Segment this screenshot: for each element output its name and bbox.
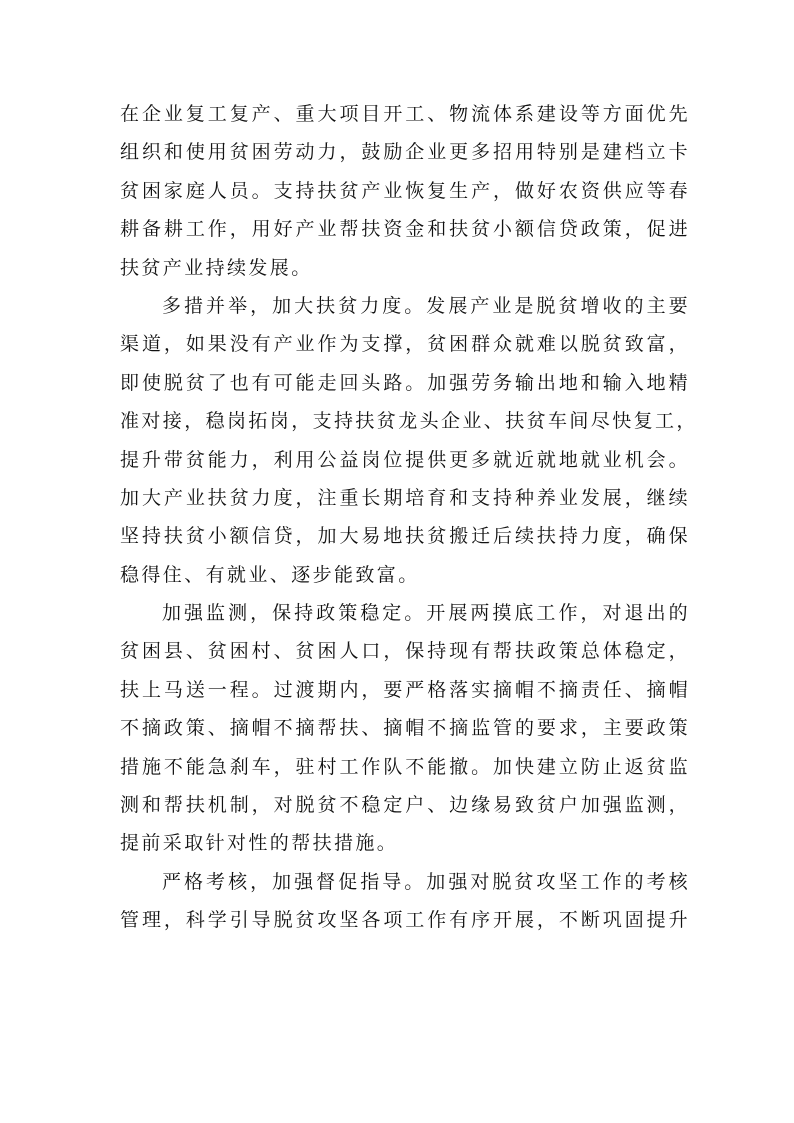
text-line: 加大产业扶贫力度，注重长期培育和支持种养业发展，继续: [120, 486, 690, 509]
paragraph-first-line: 严格考核，加强督促指导。加强对脱贫攻坚工作的考核: [162, 870, 690, 893]
text-line: 扶上马送一程。过渡期内，要严格落实摘帽不摘责任、摘帽: [120, 678, 690, 701]
text-line: 渠道，如果没有产业作为支撑，贫困群众就难以脱贫致富，: [120, 333, 690, 356]
text-line: 贫困家庭人员。支持扶贫产业恢复生产，做好农资供应等春: [120, 179, 690, 202]
text-line: 测和帮扶机制，对脱贫不稳定户、边缘易致贫户加强监测，: [120, 794, 690, 817]
text-line: 扶贫产业持续发展。: [120, 256, 313, 279]
text-line: 贫困县、贫困村、贫困人口，保持现有帮扶政策总体稳定，: [120, 640, 690, 663]
text-line: 措施不能急刹车，驻村工作队不能撤。加快建立防止返贫监: [120, 755, 690, 778]
paragraph-first-line: 多措并举，加大扶贫力度。发展产业是脱贫增收的主要: [162, 294, 690, 317]
text-line: 坚持扶贫小额信贷，加大易地扶贫搬迁后续扶持力度，确保: [120, 525, 690, 548]
text-line: 不摘政策、摘帽不摘帮扶、摘帽不摘监管的要求，主要政策: [120, 717, 690, 740]
text-line: 组织和使用贫困劳动力，鼓励企业更多招用特别是建档立卡: [120, 141, 690, 164]
body-text: [120, 95, 698, 940]
text-line: 提升带贫能力，利用公益岗位提供更多就近就地就业机会。: [120, 448, 690, 471]
text-line: 提前采取针对性的帮扶措施。: [120, 832, 399, 855]
text-line: 准对接，稳岗拓岗，支持扶贫龙头企业、扶贫车间尽快复工，: [120, 410, 698, 433]
text-line: 管理，科学引导脱贫攻坚各项工作有序开展，不断巩固提升: [120, 909, 690, 932]
text-line: 在企业复工复产、重大项目开工、物流体系建设等方面优先: [120, 103, 690, 125]
paragraph-first-line: 加强监测，保持政策稳定。开展两摸底工作，对退出的: [162, 602, 690, 625]
text-line: 即使脱贫了也有可能走回头路。加强劳务输出地和输入地精: [120, 371, 690, 394]
text-line: 稳得住、有就业、逐步能致富。: [120, 563, 420, 586]
text-line: 耕备耕工作，用好产业帮扶资金和扶贫小额信贷政策，促进: [120, 218, 690, 241]
